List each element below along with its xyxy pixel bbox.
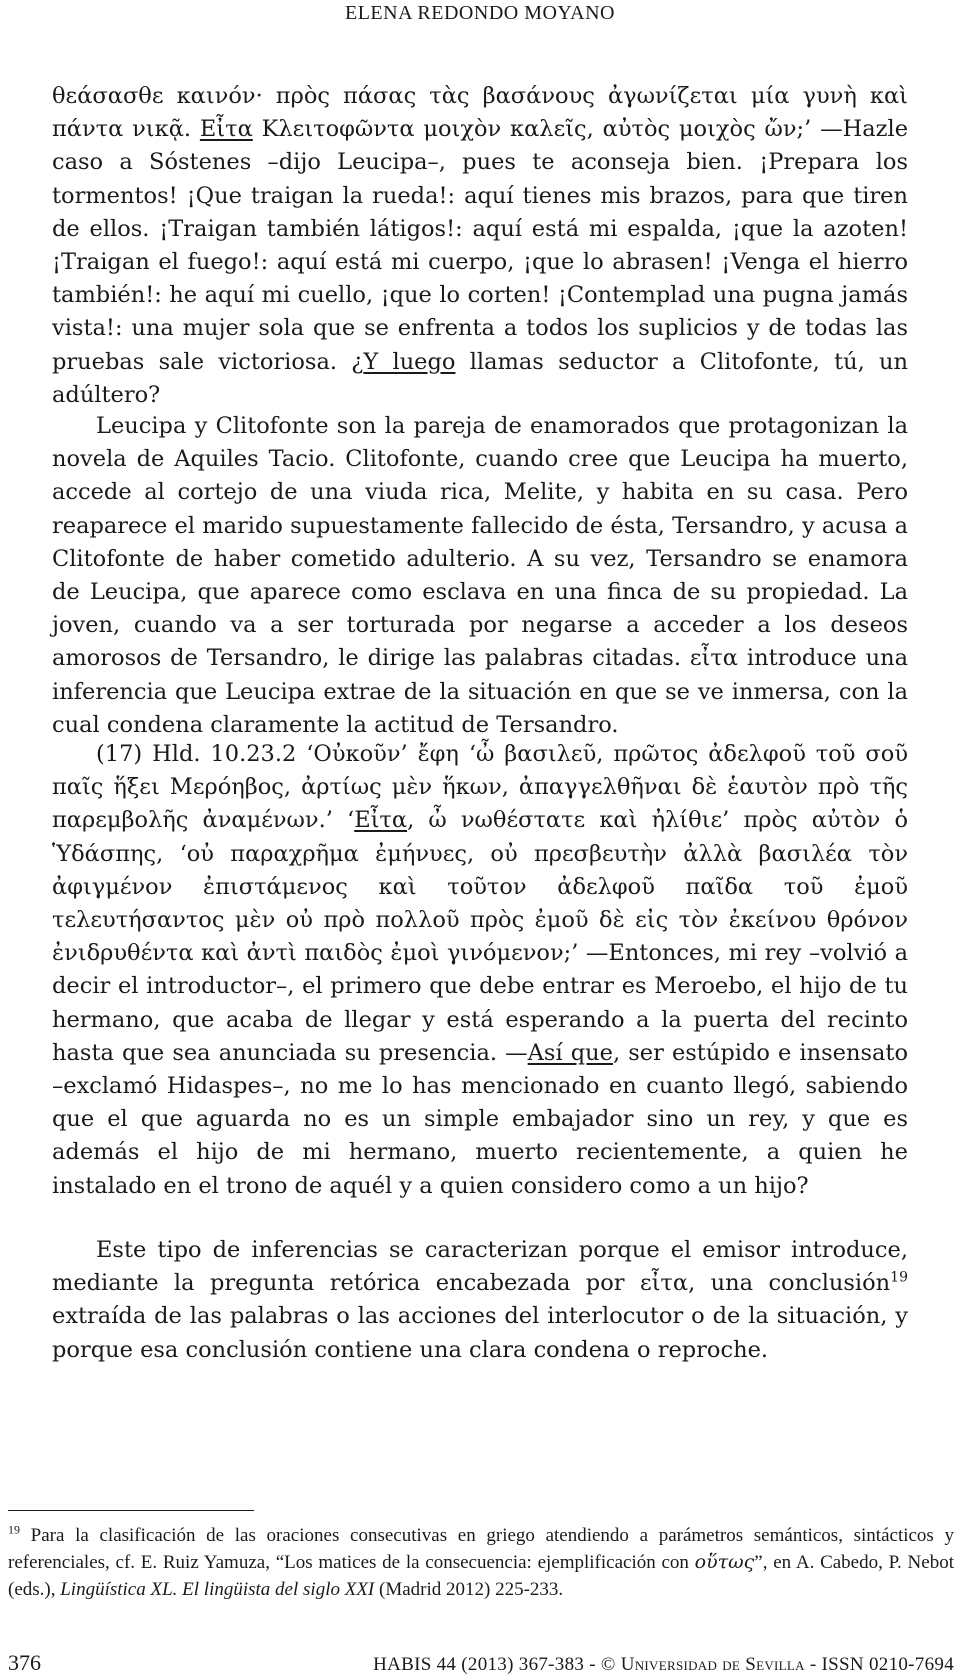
footnote xyxy=(8,1522,954,1603)
example-block xyxy=(52,738,908,1203)
footnote-divider xyxy=(8,1510,254,1511)
footnote-text: ”, en A. Cabedo, P. Nebot (eds.), xyxy=(8,1552,954,1600)
footnote-title: Lingüística XL. El lingüista del siglo XXI xyxy=(60,1579,375,1600)
paragraph-text: , una conclusión xyxy=(688,1270,891,1297)
body-paragraph xyxy=(52,410,908,742)
paragraph-text: extraída de las palabras o las acciones del interlocutor o de la situación, y porque esa conclusión contiene una clara condena o reproche. xyxy=(52,1303,908,1363)
underlined-eita: Εἶτα xyxy=(354,807,408,834)
greek-term: εἶτα xyxy=(689,645,738,672)
issn: - ISSN 0210-7694 xyxy=(804,1654,954,1675)
example-text: (17) Hld. 10.23.2 ‘Οὐκοῦν’ ἔφη ‘ὦ βασιλεῦ, πρῶτος ἀδελφοῦ τοῦ σοῦ παῖς ἥξει Μερόηβος, ἀρτίως μὲν ἥκων, ἀπαγγελθῆναι δὲ ἑαυτὸν πρὸ τῆς παρεμβολῆς ἀναμένων.’ ‘ xyxy=(52,741,908,834)
body-paragraph xyxy=(52,1234,908,1367)
underlined-eita: Εἶτα xyxy=(199,116,253,143)
footnote-number: 19 xyxy=(8,1522,20,1537)
quote-text: θεάσασθε καινόν· πρὸς πάσας τὰς βασάνους ἀγωνίζεται μία γυνὴ καὶ πάντα νικᾷ. xyxy=(52,83,908,143)
footnote-text: (Madrid 2012) 225-233. xyxy=(374,1579,564,1600)
journal-info xyxy=(373,1654,954,1676)
paragraph-text: Leucipa y Clitofonte son la pareja de enamorados que protagonizan la novela de Aquiles Tacio. Clitofonte, cuando cree que Leucipa ha muerto, accede al cortejo de una viuda rica, Melite, y habita en su casa. Pero reaparece el marido supuestamente fallecido de ésta, Tersandro, y acusa a Clitofonte de haber cometido adulterio. A su vez, Tersandro se enamora de Leucipa, que aparece como esclava en una finca de su propiedad. La joven, cuando va a ser torturada por negarse a acceder a los deseos amorosos de Tersandro, le dirige las palabras citadas. xyxy=(52,413,908,672)
paragraph-text: Este tipo de inferencias se caracterizan porque el emisor introduce, mediante la pregunta retórica encabezada por xyxy=(52,1237,908,1297)
publisher-name: Universidad de Sevilla xyxy=(620,1654,805,1675)
underlined-y-luego: Y luego xyxy=(363,348,456,375)
footnote-text: Para la clasificación de las oraciones consecutivas en griego atendiendo a parámetros semánticos, sintácticos y referenciales, cf. E. Ruiz Yamuza, “Los matices de la consecuencia: ejemplificación con xyxy=(8,1525,954,1573)
journal-citation: HABIS 44 (2013) 367-383 - © xyxy=(373,1654,621,1675)
greek-quote-block xyxy=(52,80,908,412)
example-text: , ser estúpido e insensato –exclamó Hidaspes–, no me lo has mencionado en cuanto llegó, sabiendo que el que aguarda no es un simple embajador sino un rey, y que es además el hijo de mi hermano, muerto recientemente, a quien he instalado en el trono de aquél y a quien considero como a un hijo? xyxy=(52,1039,908,1199)
page-number: 376 xyxy=(8,1650,41,1675)
running-head: ELENA REDONDO MOYANO xyxy=(345,2,615,24)
example-text: , ὦ νωθέστατε καὶ ἠλίθιε’ πρὸς αὐτὸν ὁ Ὑδάσπης, ‘οὐ παραχρῆμα ἐμήνυες, οὐ πρεσβευτὴν ἀλλὰ βασιλέα τὸν ἀφιγμένον ἐπιστάμενος καὶ τοῦτον ἀδελφοῦ παῖδα τοῦ ἐμοῦ τελευτήσαντος μὲν οὐ πρὸ πολλοῦ πρὸς ἐμοῦ δὲ εἰς τὸν ἐκείνου θρόνον ἐνιδρυθέντα καὶ ἀντὶ παιδὸς ἐμοὶ γινόμενον;’ —Entonces, mi rey –volvió a decir el introductor–, el primero que debe entrar es Meroebo, el hijo de tu hermano, que acaba de llegar y está esperando a la puerta del recinto hasta que sea anunciada su presencia. — xyxy=(52,807,908,1066)
paragraph-text: introduce una inferencia que Leucipa extrae de la situación en que se ve inmersa, con la cual condena claramente la actitud de Tersandro. xyxy=(52,645,908,738)
footnote-reference[interactable]: 19 xyxy=(890,1269,908,1286)
footnote-greek: οὕτως xyxy=(694,1551,755,1573)
underlined-asi-que: Así que xyxy=(527,1039,613,1066)
greek-term: εἶτα xyxy=(639,1270,689,1297)
quote-text: Κλειτοφῶντα μοιχὸν καλεῖς, αὐτὸς μοιχὸς ὤν;’ —Hazle caso a Sóstenes –dijo Leucipa–, pues te aconseja bien. ¡Prepara los tormentos! ¡Que traigan la rueda!: aquí tienes mis brazos, para que tiren de ellos. ¡Traigan también látigos!: aquí está mi espalda, ¡que la azoten! ¡Traigan el fuego!: aquí está mi cuerpo, ¡que lo abrasen! ¡Venga el hierro también!: he aquí mi cuello, ¡que lo corten! ¡Contemplad una pugna jamás vista!: una mujer sola que se enfrenta a todos los suplicios y de todas las pruebas sale victoriosa. ¿ xyxy=(52,116,909,375)
quote-text: llamas seductor a Clitofonte, tú, un adúltero? xyxy=(52,348,908,408)
